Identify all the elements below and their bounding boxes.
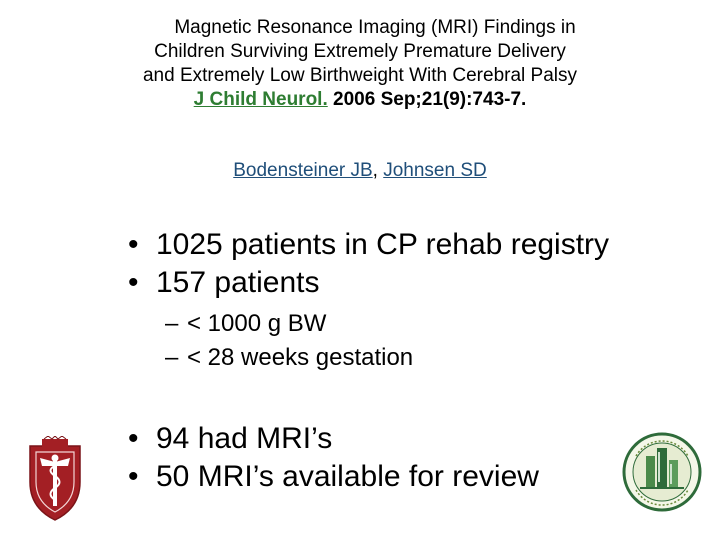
title-line-2: Children Surviving Extremely Premature Delivery [154,41,566,62]
title-line-3: and Extremely Low Birthweight With Cerebral Palsy [142,65,577,86]
sub-bullet-text: < 1000 g BW [187,310,327,337]
bullet-marker: • [128,460,139,493]
bullet-text: 94 had MRI’s [156,422,333,455]
sub-bullet-list [165,307,413,375]
slide-title [0,16,720,112]
sub-bullet-marker: – [165,344,179,371]
bullet-marker: • [128,266,139,299]
citation-details: 2006 Sep;21(9):743-7. [327,89,527,110]
bullet-list-top [128,226,609,302]
bullet-item [128,264,609,302]
bullet-marker: • [128,422,139,455]
bullet-item [128,420,539,458]
sub-bullet-item [165,307,413,341]
bullet-marker: • [128,228,139,261]
author-link-1[interactable]: Bodensteiner JB [233,160,373,181]
bullet-item [128,458,539,496]
bullet-item [128,226,609,264]
title-line-1: Magnetic Resonance Imaging (MRI) Findings in [174,17,576,38]
bullet-text: 1025 patients in CP rehab registry [156,228,610,261]
citation [0,88,720,112]
author-link-2[interactable]: Johnsen SD [383,160,487,181]
sub-bullet-marker: – [165,310,179,337]
university-crest-logo [22,436,88,524]
bullet-list-bottom [128,420,539,496]
bullet-text: 50 MRI’s available for review [156,460,539,493]
medical-center-seal-logo [622,426,702,518]
journal-link[interactable]: J Child Neurol. [193,89,328,110]
author-separator: , [372,160,384,181]
bullet-text: 157 patients [156,266,320,299]
sub-bullet-text: < 28 weeks gestation [187,344,414,371]
sub-bullet-item [165,341,413,375]
authors [0,160,720,182]
